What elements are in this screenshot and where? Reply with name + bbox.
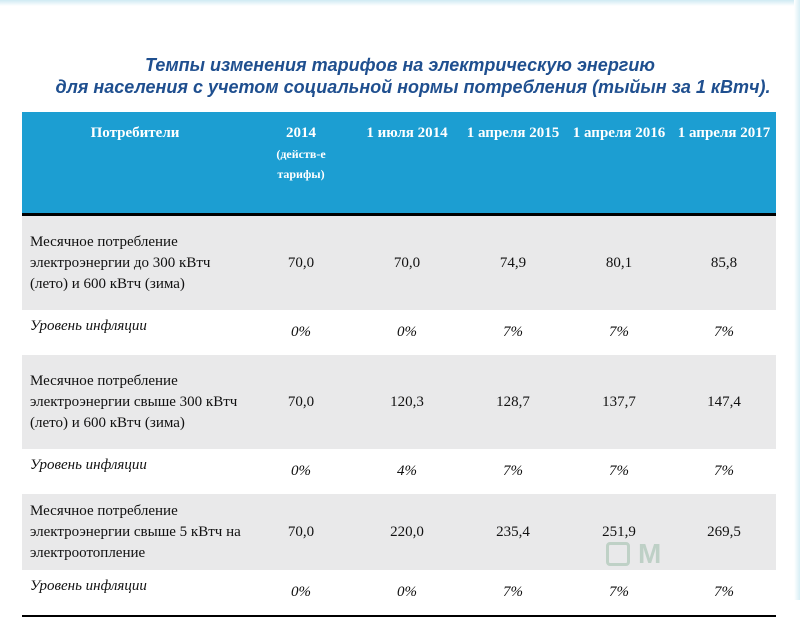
header-april-2015: 1 апреля 2015 — [460, 112, 566, 215]
table-cell: 7% — [672, 449, 776, 494]
table-cell: 137,7 — [566, 355, 672, 449]
table-cell: 7% — [460, 570, 566, 616]
table-cell: 70,0 — [248, 494, 354, 570]
table-cell: 70,0 — [248, 215, 354, 311]
table-row — [22, 449, 776, 494]
table-cell: 7% — [672, 570, 776, 616]
row-label: Уровень инфляции — [22, 449, 248, 494]
watermark — [606, 536, 756, 576]
table-cell: 7% — [672, 310, 776, 355]
table-cell: 128,7 — [460, 355, 566, 449]
table-row — [22, 570, 776, 616]
table-cell: 7% — [566, 310, 672, 355]
table-cell: 7% — [460, 449, 566, 494]
table-cell: 0% — [248, 310, 354, 355]
row-label: Уровень инфляции — [22, 570, 248, 616]
table-cell: 0% — [248, 570, 354, 616]
table-cell: 70,0 — [248, 355, 354, 449]
row-label: Месячное потребление электроэнергии свыше 300 кВтч (лето) и 600 кВтч (зима) — [22, 355, 248, 449]
table-cell: 235,4 — [460, 494, 566, 570]
table-cell: 4% — [354, 449, 460, 494]
table-cell: 70,0 — [354, 215, 460, 311]
table-cell: 85,8 — [672, 215, 776, 311]
watermark-logo-icon — [606, 542, 630, 566]
table-cell: 147,4 — [672, 355, 776, 449]
table-cell: 74,9 — [460, 215, 566, 311]
watermark-text: M — [638, 538, 662, 569]
table-cell: 80,1 — [566, 215, 672, 311]
table-row — [22, 310, 776, 355]
header-july-2014: 1 июля 2014 — [354, 112, 460, 215]
table-cell: 7% — [566, 570, 672, 616]
header-consumers: Потребители — [22, 112, 248, 215]
table-cell: 0% — [354, 310, 460, 355]
table-cell: 269,5 — [672, 494, 776, 570]
title-line-1: Темпы изменения тарифов на электрическую энергию — [145, 55, 655, 75]
table-cell: 7% — [566, 449, 672, 494]
table-cell: 220,0 — [354, 494, 460, 570]
table-cell: 0% — [248, 449, 354, 494]
row-label: Месячное потребление электроэнергии свыше 5 кВтч на электроотопление — [22, 494, 248, 570]
table-row — [22, 215, 776, 311]
table-header-row — [22, 112, 776, 215]
title-line-2: для населения с учетом социальной нормы потребления (тыйын за 1 кВтч). — [55, 77, 771, 97]
page-title — [0, 54, 800, 98]
slide-top-border — [0, 0, 800, 6]
header-2014-note: (действ-е тарифы) — [276, 147, 326, 181]
table-row — [22, 355, 776, 449]
header-april-2016: 1 апреля 2016 — [566, 112, 672, 215]
header-april-2017: 1 апреля 2017 — [672, 112, 776, 215]
table-cell: 251,9 — [566, 494, 672, 570]
table-cell: 0% — [354, 570, 460, 616]
header-2014: 2014 (действ-е тарифы) — [248, 112, 354, 215]
table-cell: 120,3 — [354, 355, 460, 449]
table-cell: 7% — [460, 310, 566, 355]
row-label: Месячное потребление электроэнергии до 300 кВтч (лето) и 600 кВтч (зима) — [22, 215, 248, 311]
row-label: Уровень инфляции — [22, 310, 248, 355]
